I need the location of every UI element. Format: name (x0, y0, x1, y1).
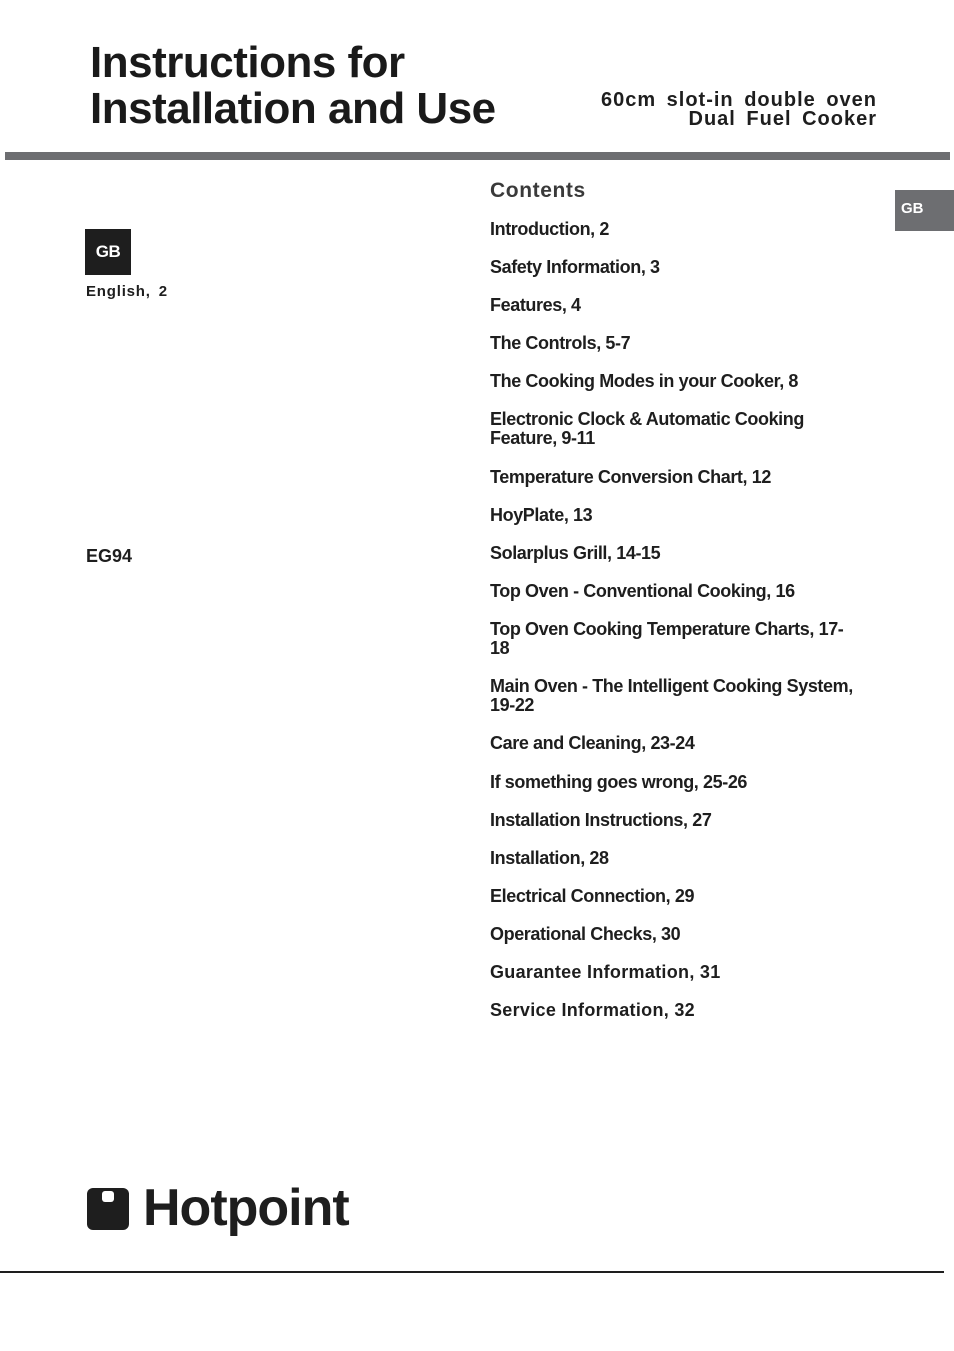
toc-item-cooking-modes[interactable]: The Cooking Modes in your Cooker, 8 (490, 371, 799, 391)
toc-item-solarplus-grill[interactable]: Solarplus Grill, 14-15 (490, 543, 661, 563)
toc-item-features[interactable]: Features, 4 (490, 295, 581, 315)
toc-item-temperature-conversion[interactable]: Temperature Conversion Chart, 12 (490, 467, 771, 487)
toc-item-controls[interactable]: The Controls, 5-7 (490, 333, 631, 353)
language-badge: GB (85, 229, 131, 275)
toc-item-introduction[interactable]: Introduction, 2 (490, 219, 609, 239)
toc-item-top-oven-charts[interactable]: Top Oven Cooking Temperature Charts, 17-18 (490, 619, 844, 658)
toc-item-installation-instructions[interactable]: Installation Instructions, 27 (490, 810, 712, 830)
language-side-tab: GB (895, 190, 954, 231)
toc-item-troubleshooting[interactable]: If something goes wrong, 25-26 (490, 772, 748, 792)
toc-item-main-oven[interactable]: Main Oven - The Intelligent Cooking System, 19-22 (490, 676, 853, 715)
toc-item-electronic-clock[interactable]: Electronic Clock & Automatic Cooking Feature, 9-11 (490, 409, 804, 448)
toc-item-installation[interactable]: Installation, 28 (490, 848, 609, 868)
language-label: English, 2 (86, 283, 168, 300)
model-number: EG94 (86, 546, 133, 566)
toc-item-top-oven-conventional[interactable]: Top Oven - Conventional Cooking, 16 (490, 581, 795, 601)
hotpoint-logo-icon (87, 1188, 129, 1230)
toc-item-care-cleaning[interactable]: Care and Cleaning, 23-24 (490, 733, 695, 753)
toc-item-service-information[interactable]: Service Information, 32 (490, 1000, 695, 1020)
contents-heading: Contents (490, 179, 586, 202)
toc-item-guarantee-information[interactable]: Guarantee Information, 31 (490, 962, 721, 982)
title-line-1: Instructions for (90, 38, 405, 87)
toc-item-electrical-connection[interactable]: Electrical Connection, 29 (490, 886, 695, 906)
header-divider (5, 152, 950, 160)
toc-item-hotplate[interactable]: HoyPlate, 13 (490, 505, 593, 525)
document-title (90, 40, 496, 132)
subtitle-line-2: Dual Fuel Cooker (688, 108, 877, 130)
toc-item-safety-information[interactable]: Safety Information, 3 (490, 257, 660, 277)
title-line-2: Installation and Use (90, 84, 496, 133)
footer-divider (0, 1271, 944, 1273)
brand-name: Hotpoint (143, 1179, 349, 1237)
product-subtitle (601, 91, 877, 129)
subtitle-line-1: 60cm slot-in double oven (600, 89, 877, 111)
toc-item-operational-checks[interactable]: Operational Checks, 30 (490, 924, 681, 944)
